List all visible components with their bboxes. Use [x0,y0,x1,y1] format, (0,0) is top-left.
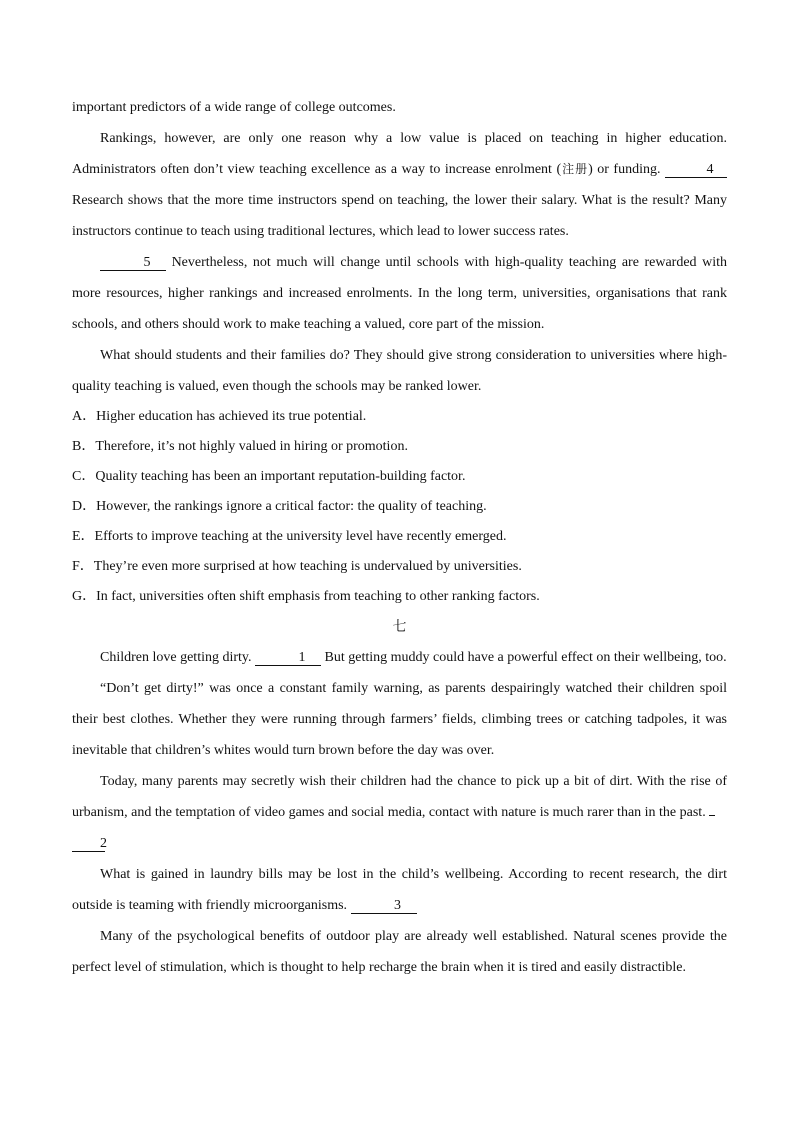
option-d: D．However, the rankings ignore a critical factor: the quality of teaching. [72,499,487,514]
option-a: A．Higher education has achieved its true potential. [72,409,367,424]
paragraph-nevertheless [72,247,727,340]
paragraph-text: Children love getting dirty. [100,650,256,665]
paragraph-children [72,642,727,673]
paragraph-text: But getting muddy could have a powerful effect on their wellbeing, too. [321,650,727,665]
paragraph-today [72,766,727,859]
paragraph-text: ) or funding. [588,162,665,177]
document-body [72,92,727,983]
option-c: C．Quality teaching has been an important reputation-building factor. [72,469,466,484]
paragraph-text: Today, many parents may secretly wish their children had the chance to pick up a bit of dirt. With the rise of urbanism, and the temptation of video games and social media, contact with nature is much rarer than in the past. [72,774,727,820]
option-b: B．Therefore, it’s not highly valued in hiring or promotion. [72,439,408,454]
paragraph-students: What should students and their families do? They should give strong consideration to universities where high-quality teaching is valued, even though the schools may be ranked lower. [72,348,727,394]
blank-1[interactable]: 1 [255,650,321,666]
blank-5[interactable]: 5 [100,255,166,271]
chinese-note: 注册 [561,162,589,176]
section-heading: 七 [392,619,407,635]
paragraph-text: Nevertheless, not much will change until schools with high-quality teaching are rewarded with more resources, higher rankings and increased enrolments. In the long term, universities, organisations that rank schools, and others should work to make teaching a valued, core part of the mission. [72,255,727,332]
paragraph-continuation: important predictors of a wide range of college outcomes. [72,100,396,115]
paragraph-rankings [72,123,727,247]
option-e: E．Efforts to improve teaching at the university level have recently emerged. [72,529,507,544]
blank-4[interactable]: 4 [665,162,727,178]
paragraph-laundry [72,859,727,921]
option-f: F．They’re even more surprised at how teaching is undervalued by universities. [72,559,522,574]
blank-3[interactable]: 3 [351,898,417,914]
paragraph-text: Rankings, however, are only one reason why a low value is placed on teaching in higher education. Administrators often don’t view teaching excellence as a way to increase enrolment ( [72,131,727,177]
blank-2[interactable]: 2 [72,836,105,852]
options-list [72,402,727,612]
option-g: G．In fact, universities often shift emphasis from teaching to other ranking factors. [72,589,540,604]
paragraph-dont-get-dirty: “Don’t get dirty!” was once a constant family warning, as parents despairingly watched their children spoil their best clothes. Whether they were running through farmers’ fields, climbing trees or catching tadpoles, it was inevitable that children’s whites would turn brown before the day was over. [72,681,727,758]
paragraph-text: What is gained in laundry bills may be lost in the child’s wellbeing. According to recent research, the dirt outside is teaming with friendly microorganisms. [72,867,727,913]
blank-2-start [709,815,715,816]
paragraph-psychological: Many of the psychological benefits of outdoor play are already well established. Natural scenes provide the perfect level of stimulation, which is thought to help recharge the brain when it is tired and easily distractible. [72,929,727,975]
paragraph-text: Research shows that the more time instructors spend on teaching, the lower their salary. What is the result? Many instructors continue to teach using traditional lectures, which lead to lower success rates. [72,193,727,239]
